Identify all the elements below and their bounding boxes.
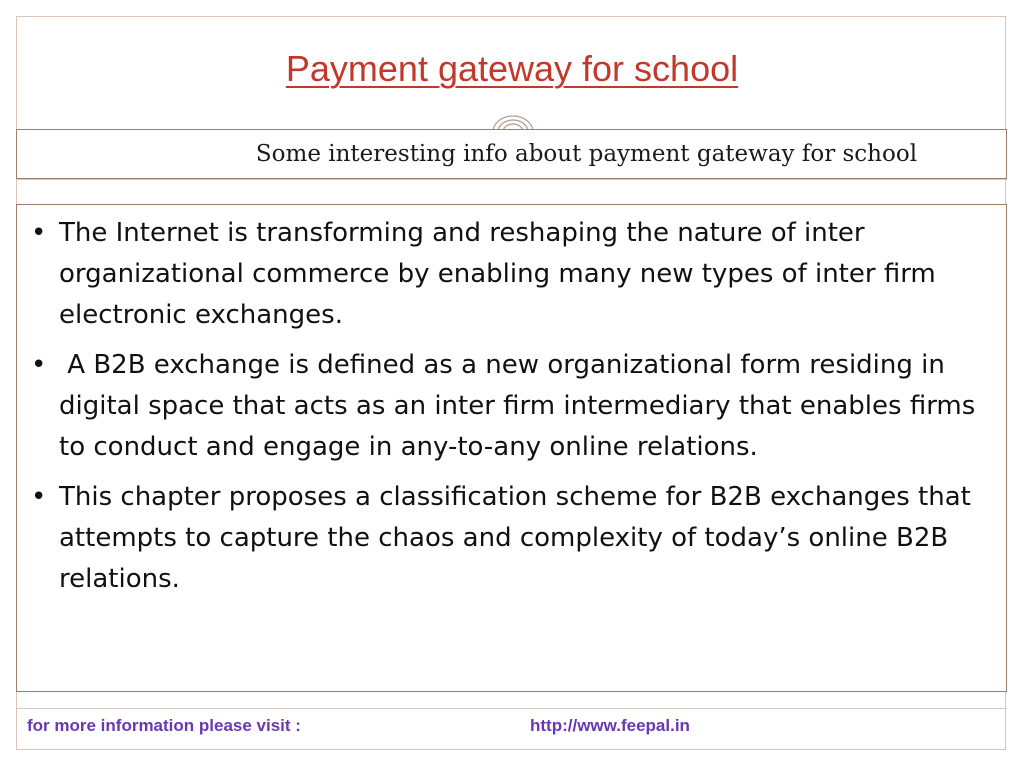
footer-text: for more information please visit :: [27, 716, 301, 735]
bullet-glyph: •: [31, 350, 47, 380]
subtitle-rule: [16, 176, 1007, 180]
bullet-text: A B2B exchange is defined as a new organizational form residing in digital space that acts as an inter firm intermediary that enables firms to conduct and engage in any-to-any online relations.: [59, 350, 984, 462]
footer: [16, 708, 1007, 748]
subtitle-band: [16, 129, 1007, 179]
content-rule: [16, 690, 1007, 709]
bullet-glyph: •: [31, 218, 47, 248]
bullet-item: [27, 345, 1002, 468]
content-box: [16, 204, 1007, 692]
bullet-text: The Internet is transforming and reshaping the nature of inter organizational commerce by enabling many new types of inter firm electronic exchanges.: [59, 218, 936, 330]
bullet-item: [27, 477, 1002, 600]
bullet-text: This chapter proposes a classification scheme for B2B exchanges that attempts to capture the chaos and complexity of today’s online B2B relations.: [59, 482, 971, 594]
footer-link[interactable]: http://www.feepal.in: [530, 716, 690, 735]
slide-title: Payment gateway for school: [285, 48, 739, 89]
bullet-item: [27, 213, 1002, 336]
bullet-glyph: •: [31, 482, 47, 512]
bullet-list: [27, 213, 1002, 609]
slide-subtitle: Some interesting info about payment gateway for school: [255, 141, 918, 167]
